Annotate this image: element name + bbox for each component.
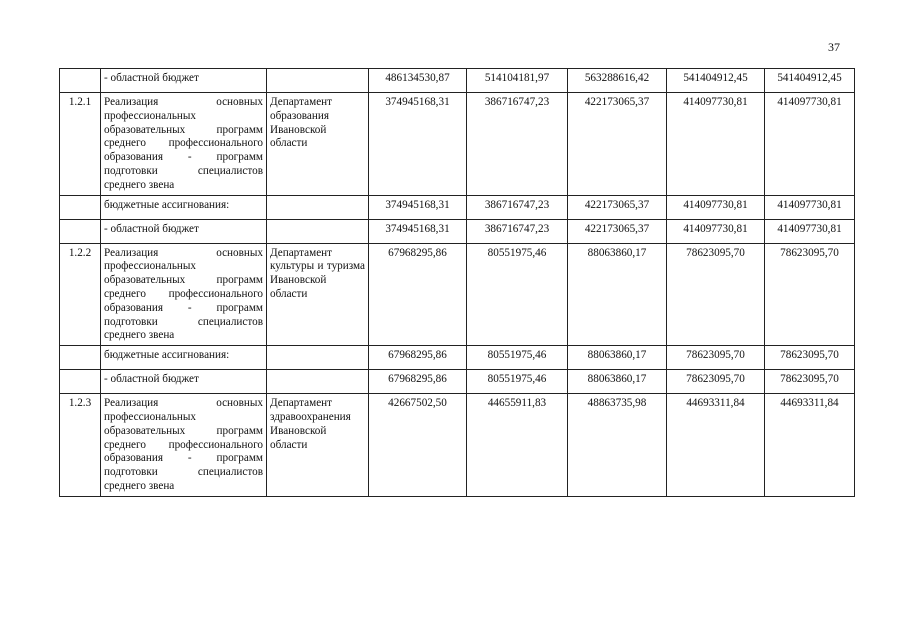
value-cell: 80551975,46 (467, 243, 568, 346)
value-cell: 78623095,70 (667, 370, 765, 394)
value-cell: 42667502,50 (369, 394, 467, 497)
row-name: - областной бюджет (101, 370, 267, 394)
value-cell: 78623095,70 (667, 243, 765, 346)
row-executor: Департамент культуры и туризма Ивановской области (267, 243, 369, 346)
value-cell: 414097730,81 (667, 195, 765, 219)
value-cell: 386716747,23 (467, 219, 568, 243)
value-cell: 414097730,81 (667, 219, 765, 243)
table-row (60, 219, 855, 243)
value-cell: 78623095,70 (765, 346, 855, 370)
row-executor (267, 195, 369, 219)
value-cell: 44693311,84 (667, 394, 765, 497)
value-cell: 414097730,81 (667, 93, 765, 196)
row-number: 1.2.3 (60, 394, 101, 497)
table-row (60, 394, 855, 497)
value-cell: 80551975,46 (467, 370, 568, 394)
value-cell: 78623095,70 (667, 346, 765, 370)
row-name: - областной бюджет (101, 219, 267, 243)
value-cell: 374945168,31 (369, 195, 467, 219)
value-cell: 414097730,81 (765, 195, 855, 219)
value-cell: 88063860,17 (568, 346, 667, 370)
row-executor: Департамент здравоохранения Ивановской области (267, 394, 369, 497)
value-cell: 414097730,81 (765, 93, 855, 196)
row-number (60, 195, 101, 219)
row-name: Реализация основных профессиональных образовательных программ среднего профессионального образования - программ подготовки специалистов среднего звена (101, 243, 267, 346)
table-row (60, 93, 855, 196)
value-cell: 386716747,23 (467, 93, 568, 196)
row-executor (267, 219, 369, 243)
row-number (60, 346, 101, 370)
table-row (60, 69, 855, 93)
row-number (60, 219, 101, 243)
row-executor (267, 370, 369, 394)
value-cell: 414097730,81 (765, 219, 855, 243)
table-row (60, 243, 855, 346)
value-cell: 88063860,17 (568, 243, 667, 346)
value-cell: 78623095,70 (765, 370, 855, 394)
page-number: 37 (828, 40, 840, 54)
row-number: 1.2.2 (60, 243, 101, 346)
row-name: Реализация основных профессиональных образовательных программ среднего профессионального образования - программ подготовки специалистов среднего звена (101, 394, 267, 497)
row-executor (267, 69, 369, 93)
value-cell: 422173065,37 (568, 219, 667, 243)
value-cell: 486134530,87 (369, 69, 467, 93)
value-cell: 386716747,23 (467, 195, 568, 219)
table-row (60, 370, 855, 394)
row-executor (267, 346, 369, 370)
table-row (60, 195, 855, 219)
value-cell: 80551975,46 (467, 346, 568, 370)
budget-table (59, 68, 855, 497)
row-name: - областной бюджет (101, 69, 267, 93)
value-cell: 44693311,84 (765, 394, 855, 497)
row-number (60, 69, 101, 93)
value-cell: 514104181,97 (467, 69, 568, 93)
value-cell: 67968295,86 (369, 346, 467, 370)
value-cell: 374945168,31 (369, 93, 467, 196)
value-cell: 422173065,37 (568, 195, 667, 219)
value-cell: 44655911,83 (467, 394, 568, 497)
table-row (60, 346, 855, 370)
value-cell: 88063860,17 (568, 370, 667, 394)
value-cell: 374945168,31 (369, 219, 467, 243)
row-name: Реализация основных профессиональных образовательных программ среднего профессионального образования - программ подготовки специалистов среднего звена (101, 93, 267, 196)
row-number: 1.2.1 (60, 93, 101, 196)
row-number (60, 370, 101, 394)
value-cell: 48863735,98 (568, 394, 667, 497)
row-name: бюджетные ассигнования: (101, 195, 267, 219)
row-name: бюджетные ассигнования: (101, 346, 267, 370)
value-cell: 541404912,45 (667, 69, 765, 93)
value-cell: 67968295,86 (369, 370, 467, 394)
value-cell: 67968295,86 (369, 243, 467, 346)
value-cell: 422173065,37 (568, 93, 667, 196)
row-executor: Департамент образования Ивановской области (267, 93, 369, 196)
value-cell: 541404912,45 (765, 69, 855, 93)
value-cell: 78623095,70 (765, 243, 855, 346)
value-cell: 563288616,42 (568, 69, 667, 93)
